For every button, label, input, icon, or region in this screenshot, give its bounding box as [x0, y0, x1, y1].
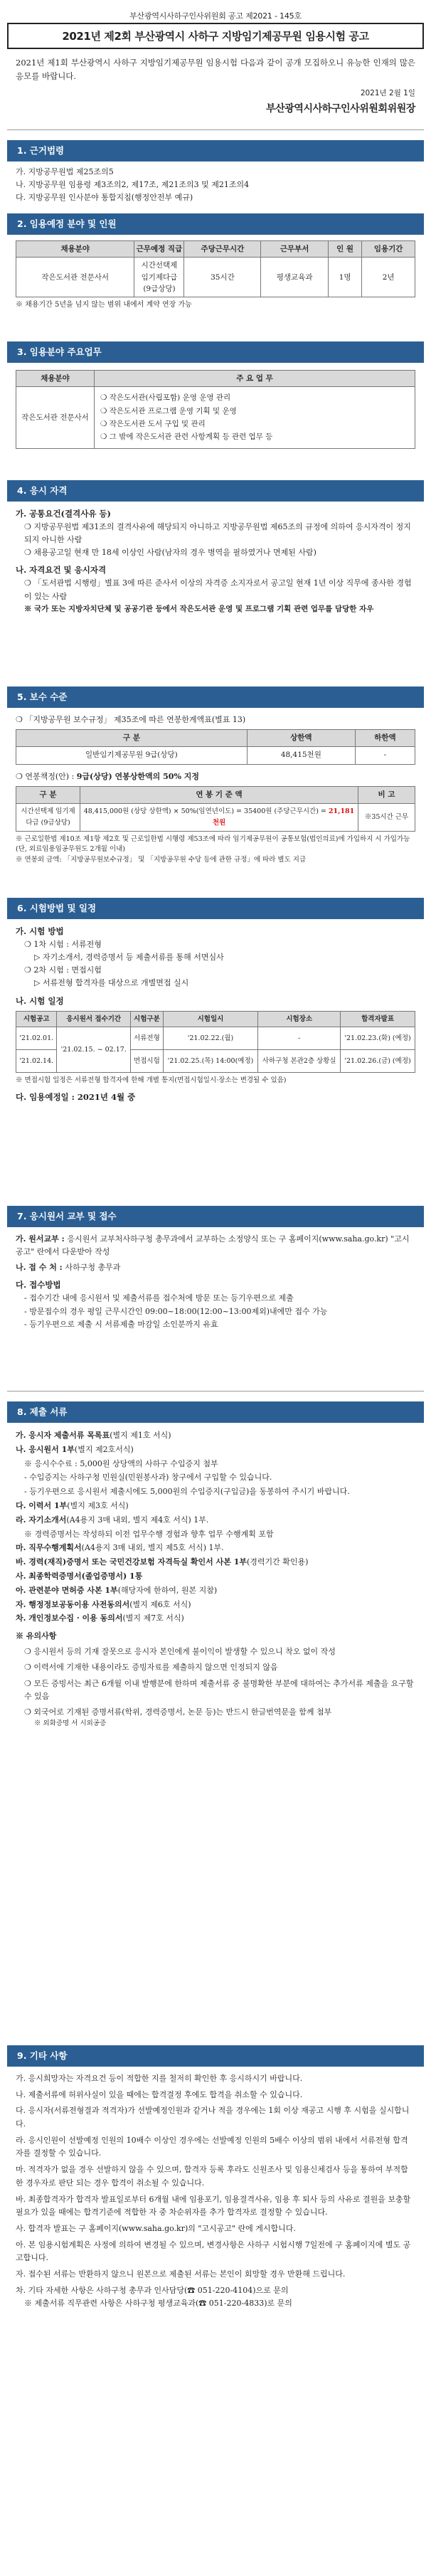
- other-item: 자. 접수된 서류는 반환하지 않으니 원본으로 제출된 서류는 본인이 회망할 경우 반환해 드립니다.: [16, 2269, 346, 2279]
- document-item: [16, 1598, 415, 1612]
- documents-note: ❍ 외국어로 기재된 증명서류(학위, 경력증명서, 논문 등)는 반드시 한글번역문을 함께 첨부: [24, 1707, 332, 1717]
- section-documents: [0, 1391, 431, 1729]
- document-item: [16, 1611, 415, 1626]
- table-header: 시험구분: [131, 1011, 164, 1027]
- document-item-detail: (경력기간 확인용): [246, 1557, 309, 1567]
- salary-limit-table: [16, 729, 415, 765]
- table-header: 구 분: [16, 786, 80, 803]
- appointment-date-label: 다. 임용예정일 :: [16, 1091, 78, 1102]
- document-item: [16, 1541, 415, 1555]
- section-title: 2. 임용예정 분야 및 인원: [7, 213, 424, 235]
- application-issue-label: 가. 원서교부 :: [16, 1234, 68, 1244]
- other-last-note: ※ 제출서류 직무관련 사항은 사하구청 평생교육과(☎ 051-220-4833)로 문의: [24, 2299, 292, 2309]
- section-title: 8. 제출 서류: [7, 1401, 424, 1423]
- table-cell: 1명: [328, 258, 361, 297]
- other-item: 마. 적격자가 없을 경우 선발하지 않을 수 있으며, 합격자 등록 후라도 신원조사 및 임용신체검사 등을 통하여 부적합한 경우자로 판단 되는 경우 합격이 취소될 수 있습니다.: [16, 2165, 408, 2188]
- table-header: 시험장소: [258, 1011, 341, 1027]
- document-item-detail: (A4용지 3매 내외, 별지 제5호 서식) 1부.: [81, 1543, 224, 1553]
- exam-method-item: ❍ 1차 시험 : 서류전형: [24, 939, 102, 949]
- document-item-detail: (별지 제3호 서식): [67, 1500, 129, 1510]
- document-item-detail: (해당자에 한하여, 원본 지참): [117, 1585, 218, 1595]
- table-cell: '21.02.01.: [16, 1027, 57, 1050]
- table-header: 시험일시: [163, 1011, 257, 1027]
- table-cell: '21.02.26.(금) (예정): [341, 1050, 415, 1073]
- table-cell: '21.02.14.: [16, 1050, 57, 1073]
- exam-method-head: 가. 시험 방법: [16, 926, 64, 936]
- notice-date: 2021년 2월 1일: [360, 89, 415, 98]
- application-method-head: 다. 접수방법: [16, 1280, 61, 1290]
- other-item: 나. 제출서류에 허위사실이 있을 때에는 합격결정 후에도 합격을 취소할 수 있습니다.: [16, 2089, 303, 2099]
- table-cell: '21.02.23.(화) (예정): [341, 1027, 415, 1050]
- document-item-detail: (별지 제2호서식): [74, 1444, 134, 1454]
- document-item-title: 마. 직무수행계획서: [16, 1543, 82, 1553]
- table-cell: -: [258, 1027, 341, 1050]
- legal-item: 다. 지방공무원 인사분야 통합지침(행정안전부 예규): [16, 193, 193, 203]
- table-cell: 일반임기제공무원 9급(상당): [16, 747, 248, 764]
- document-item: [16, 1513, 415, 1527]
- section-title: 6. 시험방법 및 일정: [7, 898, 424, 919]
- document-item-title: 차. 개인정보수집 · 이용 동의서: [16, 1613, 123, 1623]
- section-title: 3. 임용분야 주요업무: [7, 341, 424, 363]
- table-cell: -: [355, 747, 415, 764]
- document-item: [16, 1527, 415, 1542]
- table-header: 상한액: [247, 730, 355, 747]
- section-application: [0, 1206, 431, 1331]
- document-item: [16, 1429, 415, 1443]
- exam-schedule-note: ※ 면접시험 일정은 서류전형 합격자에 한해 개별 통지(면접시험일시·장소는 변경될 수 있음): [16, 1076, 287, 1085]
- other-item: 가. 응시희망자는 자격요건 등이 적합한 지를 철저히 확인한 후 응시하시기 바랍니다.: [16, 2074, 303, 2083]
- table-cell: 작은도서관 전문사서: [16, 387, 95, 449]
- document-item-detail: (A4용지 3매 내외, 별지 제4호 서식) 1부.: [66, 1515, 209, 1525]
- document-item-title: 사. 최종학력증명서(졸업증명서) 1통: [16, 1571, 143, 1581]
- section-title: 7. 응시원서 교부 및 접수: [7, 1206, 424, 1227]
- documents-list: [0, 1429, 431, 1626]
- other-item: 사. 합격자 발표는 구 홈페이지(www.saha.go.kr)의 "고시공고" 란에 게시합니다.: [16, 2223, 296, 2233]
- document-item-detail: - 수입증지는 사하구청 민원실(민원봉사과) 창구에서 구입할 수 있습니다.: [24, 1473, 272, 1483]
- notice-intro: 2021년 제1회 부산광역시 사하구 지방임기제공무원 임용시험 다음과 같이 공개 모집하오니 유능한 인재의 많은 응모를 바랍니다.: [16, 58, 415, 82]
- section-title: 5. 보수 수준: [7, 687, 424, 708]
- eligibility-note: ※ 국가 또는 지방자치단체 및 공공기관 등에서 작은도서관 운영 및 프로그램 기획 관련 업무를 담당한 자우: [24, 604, 374, 613]
- document-item: [16, 1555, 415, 1569]
- eligibility-item: ❍ 채용공고일 현재 만 18세 이상인 사람(남자의 경우 병역을 필하였거나 면제된 사람): [24, 548, 316, 558]
- exam-schedule-table: [16, 1011, 415, 1074]
- document-item-title: 아. 관련분야 면허증 사본 1부: [16, 1585, 118, 1595]
- documents-note: ❍ 응시원서 등의 기재 잘못으로 응시자 본인에게 불이익이 발생할 수 있으니 착오 없이 작성: [24, 1647, 336, 1657]
- table-cell: 시간선택제 임기제다급 (9급상당): [134, 258, 184, 297]
- other-list: [0, 2072, 431, 2297]
- legal-item: 나. 지방공무원 임용령 제3조의2, 제17조, 제21조의3 및 제21조의4: [16, 180, 250, 190]
- document-item-title: 라. 자기소개서: [16, 1515, 67, 1525]
- section-legal-basis: [0, 129, 431, 204]
- other-item: 다. 응시자(서류전형결과 적격자)가 선발예정인원과 같거나 적을 경우에는 1회 이상 재공고 시행 후 시험을 실시합니다.: [16, 2106, 410, 2129]
- documents-note-tail: ※ 외화증명 서 시외공증: [34, 1719, 107, 1727]
- eligibility-common-head: 가. 공통요건(결격사유 등): [16, 509, 111, 519]
- document-item: [16, 1470, 415, 1485]
- application-office-text: 사하구청 총무과: [65, 1263, 121, 1273]
- table-cell: 48,415,000원 (상당 상한액) × 50%(임연년이도) = 35400원 (주당근무시간) =: [83, 807, 329, 816]
- document-item: [16, 1499, 415, 1513]
- table-header: 비 고: [358, 786, 415, 803]
- section-title: 1. 근거법령: [7, 140, 424, 161]
- salary-plan-value: 9급(상당) 연봉상한액의 50% 지정: [76, 771, 199, 781]
- section-title: 9. 기타 사항: [7, 2045, 424, 2067]
- exam-method-item: ❍ 2차 시험 : 면접시험: [24, 965, 102, 975]
- duty-item: ❍ 작은도서관 도서 구입 및 관리: [100, 420, 206, 429]
- document-item-detail: - 등기우편으로 응시원서 제출시에도 5,000원의 수입증지(구입금)을 동봉하여 주시기 바랍니다.: [24, 1487, 350, 1497]
- document-item-title: 자. 행정정보공동이용 사전동의서: [16, 1599, 130, 1609]
- documents-note: ❍ 모든 증빙서는 최근 6개월 이내 발행분에 한하며 제출서류 중 불명확한 부분에 대하여는 추가서류 제출을 요구할 수 있음: [24, 1678, 414, 1701]
- recruitment-table: [16, 240, 415, 297]
- legal-item: 가. 지방공무원법 제25조의5: [16, 167, 114, 176]
- notice-number: 부산광역시사하구인사위원회 공고 제2021 - 145호: [129, 11, 302, 21]
- table-cell: ※35시간 근무: [358, 804, 415, 831]
- table-cell: '21.02.22.(월): [163, 1027, 257, 1050]
- table-cell: 면접시험: [131, 1050, 164, 1073]
- notice-title: 2021년 제2회 부산광역시 사하구 지방임기제공무원 임용시험 공고: [62, 30, 369, 43]
- exam-method-item: ▷ 서류전형 합격자를 대상으로 개별면접 실시: [34, 978, 189, 988]
- notice-title-box: [7, 23, 424, 49]
- duty-item: ❍ 그 밖에 작은도서관 관련 사항계획 등 관련 업무 등: [100, 433, 273, 442]
- document-item-title: 바. 경력(재직)증명서 또는 국민건강보험 자격득실 확인서 사본 1부: [16, 1557, 247, 1567]
- appointment-date-value: 2021년 4월 중: [77, 1091, 136, 1102]
- document-item: [16, 1584, 415, 1598]
- documents-note: ❍ 이력서에 기재한 내용이라도 증빙자료를 제출하지 않으면 인정되지 않음: [24, 1663, 278, 1673]
- table-header: 합격자발표: [341, 1011, 415, 1027]
- application-method-item: - 등기우편으로 제출 시 서류제출 마감일 소인분까지 유효: [24, 1319, 218, 1329]
- salary-plan-prefix: ❍ 연봉책정(안) :: [16, 771, 77, 781]
- duty-item: ❍ 작은도서관 프로그램 운영 기획 및 운영: [100, 406, 237, 415]
- table-header: 하한액: [355, 730, 415, 747]
- table-header: 연 봉 기 준 액: [80, 786, 358, 803]
- table-header: 근무부서: [261, 241, 329, 258]
- section-other: [0, 2045, 431, 2310]
- document-item-detail: ※ 경력증명서는 작성하되 이전 업무수행 경험과 향후 업무 수행계획 포함: [24, 1529, 274, 1539]
- section-title: 4. 응시 자격: [7, 480, 424, 502]
- table-header: 구 분: [16, 730, 248, 747]
- section-main-duties: [0, 341, 431, 449]
- section-eligibility: [0, 480, 431, 615]
- duties-table: [16, 370, 415, 449]
- salary-amount: 21,181천원: [212, 807, 355, 827]
- document-item-title: 나. 응시원서 1부: [16, 1444, 75, 1454]
- salary-note: ※ 근로일한법 제10조 제1항 제2호 및 근로일한법 시행령 제53조에 따라 임기제공무원이 공통보험(법인의료)에 가입하지 시 가입가능(단, 외료임용임공무원도 2개월 이내): [16, 834, 410, 854]
- table-header: 주당근무시간: [184, 241, 261, 258]
- table-cell: '21.02.15. ~ 02.17.: [57, 1027, 131, 1073]
- document-item: [16, 1443, 415, 1457]
- document-item: [16, 1457, 415, 1471]
- document-item-detail: ※ 응시수수료 : 5,000원 상당액의 사하구 수입증지 첨부: [24, 1458, 218, 1468]
- eligibility-item: ❍ 지방공무원법 제31조의 결격사유에 해당되지 아니하고 지방공무원법 제65조의 규정에 의하여 응시자격이 정지되지 아니한 사람: [24, 521, 411, 545]
- table-header: 채용분야: [16, 241, 134, 258]
- salary-calc-table: [16, 786, 415, 832]
- document-item: [16, 1569, 415, 1584]
- application-method-item: - 접수기간 내에 응시원서 및 제출서류를 접수처에 방문 또는 등기우편으로 제출: [24, 1293, 294, 1303]
- document-item-title: 가. 응시자 제출서류 목록표: [16, 1431, 110, 1440]
- document-item-detail: (별지 제6호 서식): [129, 1599, 191, 1609]
- section-salary: [0, 687, 431, 866]
- table-header: 근무예정 직급: [134, 241, 184, 258]
- eligibility-qual-head: 나. 자격요건 및 응시자격: [16, 565, 107, 576]
- duty-item: ❍ 작은도서관(사립포함) 운영 운영 관리: [100, 393, 231, 403]
- document-item-detail: (별지 제1호 서식): [110, 1431, 171, 1440]
- document-item: [16, 1485, 415, 1499]
- notice-signer: 부산광역시사하구인사위원회위원장: [266, 103, 415, 115]
- documents-notes-head: ※ 유의사항: [16, 1631, 57, 1641]
- table-cell: 시간선택제 임기제다급 (9급상당): [16, 804, 80, 831]
- salary-plan: [16, 770, 415, 783]
- salary-basis: ❍ 「지방공무원 보수규정」 제35조에 따른 연봉한계액표(별표 13): [16, 715, 246, 724]
- application-issue-text: 응시원서 교부처사하구청 총무과에서 교부하는 소정양식 또는 구 홈페이지(www.saha.go.kr) "고시공고" 란에서 다운받아 작성: [16, 1234, 410, 1257]
- table-cell: 평생교육과: [261, 258, 329, 297]
- document-item-title: 다. 이력서 1부: [16, 1500, 68, 1510]
- table-cell: 작은도서관 전문사서: [16, 258, 134, 297]
- exam-schedule-head: 나. 시험 일정: [16, 995, 64, 1006]
- table-cell: 서류전형: [131, 1027, 164, 1050]
- other-item: 차. 기타 자세한 사항은 사하구청 총무과 인사담당(☎ 051-220-4104)으로 문의: [16, 2285, 289, 2295]
- section-exam-method: [0, 898, 431, 1104]
- table-cell: 48,415천원: [247, 747, 355, 764]
- document-item-detail: (별지 제7호 서식): [122, 1613, 184, 1623]
- other-item: 라. 응시인원이 선발예정 인원의 10배수 이상인 경우에는 선발예정 인원의 5배수 이상의 범위 내에서 서류전형 합격자를 결정할 수 있습니다.: [16, 2135, 408, 2158]
- exam-method-item: ▷ 자기소개서, 경력증명서 등 제출서류를 통해 서면심사: [34, 953, 224, 963]
- table-cell: 35시간: [184, 258, 261, 297]
- table-header: 임용기간: [362, 241, 415, 258]
- table-cell: '21.02.25.(목) 14:00(예정): [163, 1050, 257, 1073]
- table-header: 채용분야: [16, 371, 95, 387]
- appointment-date: [16, 1091, 415, 1104]
- table-header: 응시원서 접수기간: [57, 1011, 131, 1027]
- recruitment-note: ※ 채용기간 5년을 넘지 않는 범위 내에서 계약 연장 가능: [16, 301, 192, 309]
- section-recruitment-field: [0, 213, 431, 311]
- table-header: 인 원: [328, 241, 361, 258]
- table-cell: 사하구청 본관2층 상황실: [258, 1050, 341, 1073]
- application-method-item: - 방문접수의 경우 평일 근무시간인 09:00~18:00(12:00~13:00제외)내에만 접수 가능: [24, 1306, 328, 1316]
- salary-note: ※ 연봉외 금액: 「지방공무원보수규정」 및 「지방공무원 수당 등에 관한 규정」에 따라 별도 지급: [16, 856, 307, 864]
- other-item: 바. 최종합격자가 합격자 발표일로부터 6개월 내에 임용포기, 임용결격사유, 임용 후 퇴사 등의 사유로 결원을 보충할 필요가 있을 때에는 합격기준에 적합한 자 중 차순위자를 추가 합격자로 결정할 수 있습니다.: [16, 2194, 411, 2217]
- eligibility-item: ❍ 「도서관법 시행령」별표 3에 따른 준사서 이상의 자격증 소지자로서 공고일 현재 1년 이상 직무에 종사한 경험이 있는 사람: [24, 578, 412, 601]
- application-office-label: 나. 접 수 처 :: [16, 1263, 65, 1273]
- table-cell: 2년: [362, 258, 415, 297]
- table-header: 주 요 업 무: [95, 371, 415, 387]
- other-item: 아. 본 임용시험계획은 사정에 의하여 변경될 수 있으며, 변경사항은 사하구 시험시행 7일전에 구 홈페이지에 별도 공고합니다.: [16, 2240, 411, 2263]
- table-header: 시험공고: [16, 1011, 57, 1027]
